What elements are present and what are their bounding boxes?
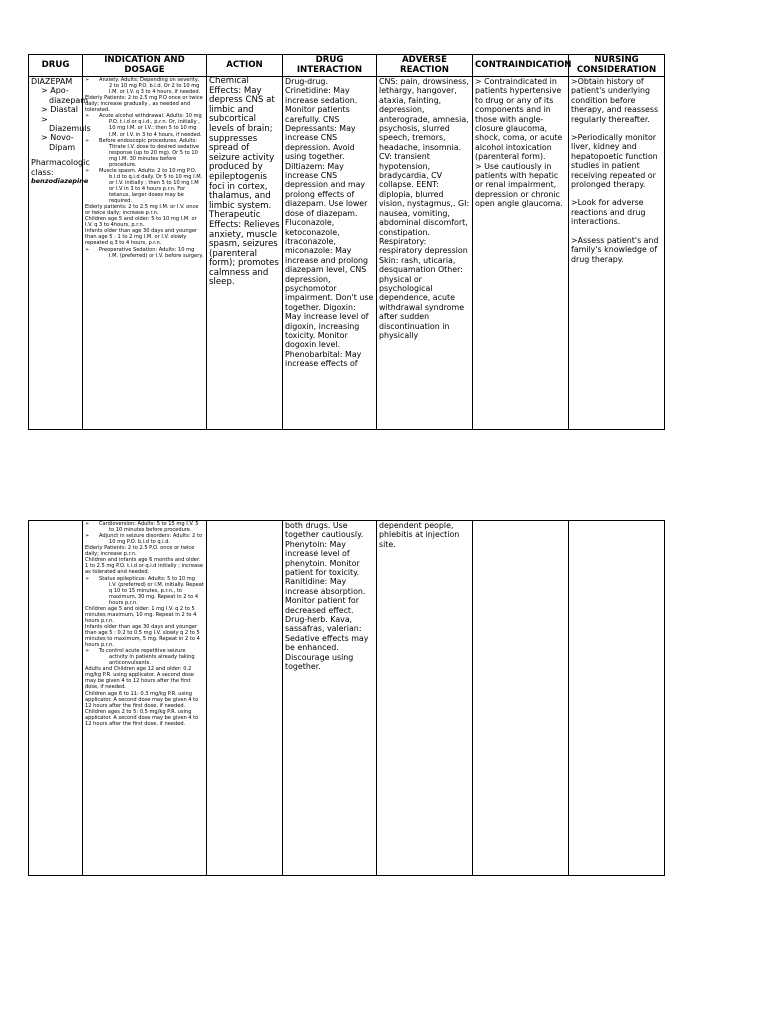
bullet-arrow-icon: ➢ [85,648,90,655]
dosage-note: Elderly Patients: 2 to 2.5 mg P.O once or twice daily; increase gradually , as needed and tolerated. [85,95,203,114]
dosage-bullet: Anxiety. Adults: Depending on severity, 2 to 10 mg P.O. b.i.d. Or 2 to 10 mg I.M. or I.V. q 3 to 4 hours, if needed. [99,77,201,96]
dosage-bullet: Status epilepticus: Adults: 5 to 10 mg I.V. (preferred) or I.M. initially. Repeat q 10 to 15 minutes, p.r.n., to maximum, 30 mg. Repeat in 2 to 4 hours p.r.n. [99,575,204,606]
dosage-bullet: Cardioversion: Adults: 5 to 15 mg I.V. 5 to 10 minutes before procedure. [99,521,199,534]
drug-name: DIAZEPAM [31,77,73,86]
nursing-item: >Obtain history of patient's underlying condition before therapy, and reassess regularly thereafter. [571,77,659,124]
indication-cell [83,521,207,876]
dosage-note: Children age 5 and older: 5 to 10 mg I.M. or I.V. q 3 to 4hours, p.r.n. [85,216,197,229]
bullet-arrow-icon: ➢ [85,167,90,174]
drug-table-page-1 [28,54,665,430]
dosage-note: Infants older than age 30 days and younger than age 5 : 0.2 to 0.5 mg I.V. slowly q 2 to 5 minutes to maximum, 5 mg. Repeat in 2 to 4 hours p.r.n. [85,623,200,649]
header-indication: INDICATION AND DOSAGE [83,55,207,77]
header-drug: DRUG [29,55,83,77]
dosage-bullet: Muscle spasm. Adults: 2 to 10 mg P.O. b.i.d to q.i.d daily. Or 5 to 10 mg I.M. or I.V. initially ; then 5 to 10 mg I.M or I.V in 3 to 4 hours p.r.n. For tetanus, larger doses may be required. [99,167,203,205]
nursing-item: >Periodically monitor liver, kidney and hepatopoetic function studies in patient receiving repeated or prolonged therapy. [571,133,658,190]
dosage-note: Children and infants age 6 months and older: 1 to 2.5 mg P.O. t.i.d or q.i.d initially ; increase as tolerated and needed. [85,557,203,576]
dosage-note: Elderly Patients: 2 to 2.5 P.O. once or twice daily; increase p.r.n. [85,545,195,558]
brand-name: > Apo-diazepam [41,86,89,105]
table-row [29,77,665,430]
bullet-arrow-icon: ➢ [85,521,90,527]
dosage-bullet: To control acute repetitive seizure activity in patients already taking anticonvulsants. [99,648,195,667]
adverse-cell: CNS: pain, drowsiness, lethargy, hangover, ataxia, fainting, depression, anterograde, amnesia, psychosis, slurred speech, tremors, headache, insomnia. CV: transient hypotension, bradycardia, CV collapse. EENT: diplopia, blurred vision, nystagmus,. GI: nausea, vomiting, abdominal discomfort, constipation. Respiratory: respiratory depression Skin: rash, uticaria, desquamation Other: physical or psychological dependence, acute withdrawal syndrome after sudden discontinuation in physically [377,77,473,430]
contra-item: > Use cautiously in patients with hepatic or renal impairment, depression or chronic open angle glaucoma. [475,161,563,209]
dosage-note: Children age 6 to 11: 0.3 mg/kg P.R. using applicator. A second dose may be given 4 to 12 hours after the first dose, if needed. [85,690,199,709]
dosage-note: Adults and Children age 12 and older: 0.2 mg/kg P.R. using applicator. A second dose may be given 4 to 12 hours after the first dose, if needed. [85,666,194,691]
bullet-arrow-icon: ➢ [85,137,90,144]
bullet-arrow-icon: ➢ [85,533,90,540]
header-interaction: DRUG INTERACTION [283,55,377,77]
nursing-cell [569,77,665,430]
class-value: benzodiazepine [31,177,89,186]
action-cell: Chemical Effects: May depress CNS at limbic and subcortical levels of brain; suppresses spread of seizure activity produced by epileptogenis foci in cortex, thalamus, and limbic system. Therapeutic Effects: Relieves anxiety, muscle spasm, seizures (parenteral form); promotes calmness and sleep. [207,77,283,430]
indication-cell [83,77,207,430]
bullet-arrow-icon: ➢ [85,77,90,83]
bullet-arrow-icon: ➢ [85,575,90,582]
brand-name: > Novo-Dipam [41,133,76,152]
nursing-cell [569,521,665,876]
header-action: ACTION [207,55,283,77]
dosage-bullet: Acute alcohol withdrawal. Adults: 10 mg P.O. t.i.d or q.i.d., p.r.n. Or, initially , 10 mg I.M. or I.V.: then 5 to 10 mg I.M. or I.V. in 3 to 4 hours, if needed. [99,113,202,138]
contraindication-cell [473,77,569,430]
class-label: Pharmacologic class: [31,158,90,177]
interaction-cell: Drug-drug. Crinetidine: May increase sedation. Monitor patients carefully. CNS Depressants: May increase CNS depression. Avoid using together. Diltiazem: May increase CNS depression and may prolong effects of diazepam. Use lower dose of diazepam. Fluconazole, ketoconazole, itraconazole, miconazole: May increase and prolong diazepam level, CNS depression, psychomotor impairment. Don't use together. Digoxin: May increase level of digoxin, increasing toxicity. Monitor dogoxin level. Phenobarbital: May increase effects of [283,77,377,430]
dosage-note: Elderly patients: 2 to 2.5 mg I.M. or I.V. once or twice daily; increase p.r.n. [85,204,199,217]
interaction-cell: both drugs. Use together cautiously. Phenytoin: May increase level of phenytoin. Monitor patient for toxicity. Ranitidine: May increase absorption. Monitor patient for decreased effect. Drug-herb. Kava, sassafras, valerian: Sedative effects may be enhanced. Discourage using together. [283,521,377,876]
drug-cell [29,521,83,876]
dosage-bullet: Adjunct in seizure disorders: Adults: 2 to 10 mg P.O. b.i.d to q.i.d. [99,533,203,546]
dosage-note: Infants older than age 30 days and younger than age 5 : 1 to 2 mg I.M. or I.V. slowly repeated q 3 to 4 hours, p.r.n. [85,228,198,247]
nursing-item: >Look for adverse reactions and drug interactions. [571,198,646,227]
nursing-item: >Assess patient's and family's knowledge of drug therapy. [571,235,659,264]
table-row [29,521,665,876]
header-row [29,55,665,77]
dosage-note: Children ages 2 to 5: 0.5 mg/kg P.R. using applicator. A second dose may be given 4 to 12 hours after the first dose, if needed. [85,708,199,727]
bullet-arrow-icon: ➢ [85,113,90,120]
dosage-bullet: Before endoscopic procedures. Adults: Titrate I.V. dose to desired sedative response (up to 20 mg). Or 5 to 10 mg I.M. 30 minutes before procedure. [99,137,200,168]
bullet-arrow-icon: ➢ [85,246,90,253]
drug-cell [29,77,91,430]
dosage-note: Children age 5 and older: 1 mg I.V. q 2 to 5 minutes maximum, 10 mg. Repeat in 2 to 4 hours p.r.n. [85,605,197,624]
contraindication-cell [473,521,569,876]
adverse-cell: dependent people, phlebitis at injection site. [377,521,473,876]
header-contraindication: CONTRAINDICATION [473,55,569,77]
contra-item: > Contraindicated in patients hypertensive to drug or any of its components and in those with angle-closure glaucoma, shock, coma, or acute alcohol intoxication (parenteral form). [475,77,563,162]
brand-name: > Diazemuls [41,114,91,134]
dosage-bullet: Preoperative Sedation: Adults: 10 mg I.M. (preferred) or I.V. before surgery. [99,246,204,259]
brand-name: > Diastal [41,105,78,115]
header-adverse: ADVERSE REACTION [377,55,473,77]
action-cell [207,521,283,876]
header-nursing: NURSING CONSIDERATION [569,55,665,77]
drug-table-page-2 [28,520,665,876]
